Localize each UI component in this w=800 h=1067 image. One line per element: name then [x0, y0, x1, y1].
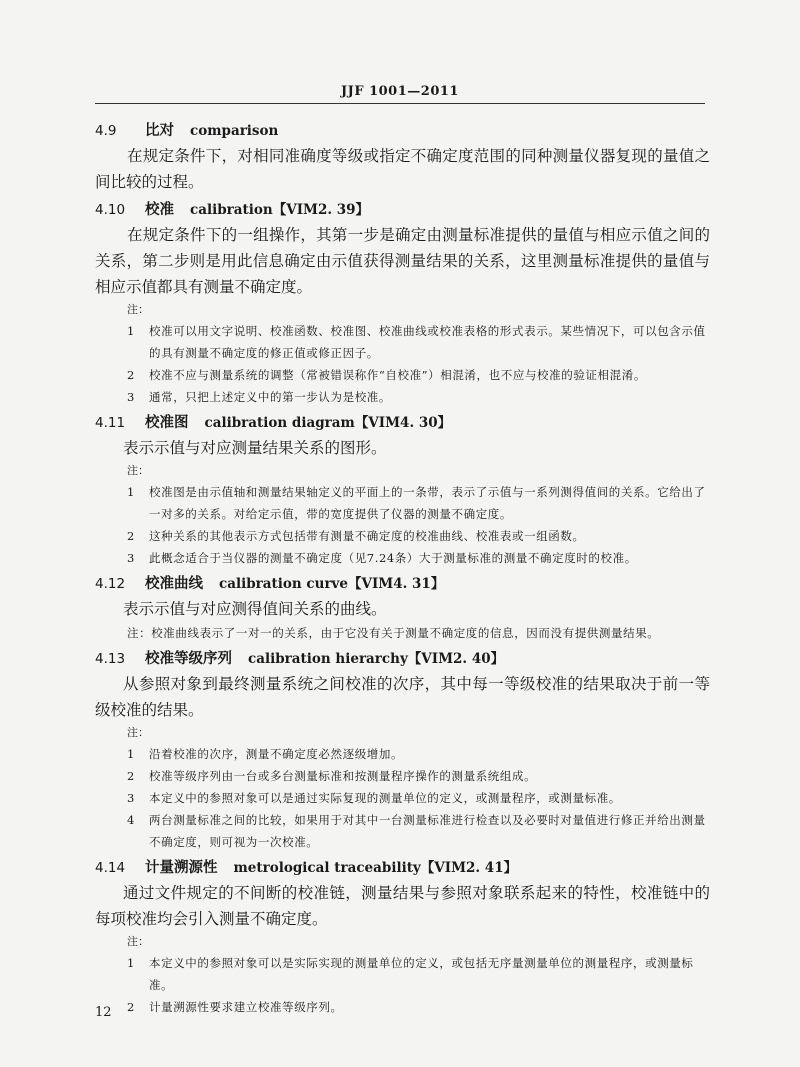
- term-number: 4.11: [95, 415, 126, 431]
- term-number: 4.14: [95, 860, 126, 876]
- term-definition: 从参照对象到最终测量系统之间校准的次序，其中每一等级校准的结果取决于前一等级校准的结果。: [95, 675, 710, 719]
- note-item: [127, 386, 710, 408]
- note-number: 4: [127, 813, 135, 827]
- note-item: [127, 481, 710, 525]
- term-definition: 通过文件规定的不间断的校准链，测量结果与参照对象联系起来的特性，校准链中的每项校准均会引入测量不确定度。: [95, 884, 710, 928]
- note-text: 校准图是由示值轴和测量结果轴定义的平面上的一条带，表示了示值与一系列测得值间的关系。它给出了一对多的关系。对给定示值，带的宽度提供了仪器的测量不确定度。: [149, 485, 706, 521]
- page-number: 12: [95, 1005, 112, 1020]
- term-definition: 在规定条件下，对相同准确度等级或指定不确定度范围的同种测量仪器复现的量值之间比较的过程。: [95, 147, 710, 191]
- term-definition: 在规定条件下的一组操作，其第一步是确定由测量标准提供的量值与相应示值之间的关系，第二步则是用此信息确定由示值获得测量结果的关系，这里测量标准提供的量值与相应示值都具有测量不确定度。: [95, 226, 710, 296]
- note-text: 两台测量标准之间的比较，如果用于对其中一台测量标准进行检查以及必要时对量值进行修正并给出测量不确定度，则可视为一次校准。: [149, 813, 706, 849]
- term-reference: 【VIM2. 39】: [272, 202, 370, 218]
- note-number: 1: [127, 956, 135, 970]
- term-chinese: 校准: [145, 201, 174, 218]
- term-chinese: 校准曲线: [145, 575, 203, 592]
- term-english: calibration hierarchy: [248, 651, 408, 667]
- term-heading: [95, 198, 710, 222]
- header-rule: [95, 103, 705, 104]
- note-text: 校准不应与测量系统的调整（常被错误称作“自校准”）相混淆，也不应与校准的验证相混淆。: [149, 368, 646, 382]
- note-number: 1: [127, 324, 135, 338]
- term-english: comparison: [190, 123, 279, 139]
- term-definition: 表示示值与对应测量结果关系的图形。: [123, 439, 387, 457]
- note-text: 本定义中的参照对象可以是通过实际复现的测量单位的定义，或测量程序，或测量标准。: [149, 791, 621, 805]
- document-header-code: JJF 1001—2011: [341, 84, 459, 99]
- note-text: 计量溯源性要求建立校准等级序列。: [149, 1000, 343, 1014]
- note-item: [127, 320, 710, 364]
- note-item: [127, 547, 710, 569]
- term-number: 4.13: [95, 651, 126, 667]
- term-reference: 【VIM2. 41】: [420, 860, 518, 876]
- note-number: 1: [127, 747, 135, 761]
- note-label: 注：: [127, 464, 149, 477]
- note-number: 2: [127, 368, 135, 382]
- term-english: calibration diagram: [204, 415, 355, 431]
- term-chinese: 校准等级序列: [145, 650, 232, 667]
- term-chinese: 计量溯源性: [145, 859, 218, 876]
- note-text: 沿着校准的次序，测量不确定度必然逐级增加。: [149, 747, 404, 761]
- term-reference: 【VIM4. 31】: [348, 576, 445, 592]
- note-item: [127, 525, 710, 547]
- note-item: [127, 765, 710, 787]
- note-item: [127, 787, 710, 809]
- note-text: 这种关系的其他表示方式包括带有测量不确定度的校准曲线、校准表或一组函数。: [149, 529, 585, 543]
- note-text: 校准可以用文字说明、校准函数、校准图、校准曲线或校准表格的形式表示。某些情况下，可以包含示值的具有测量不确定度的修正值或修正因子。: [149, 324, 706, 360]
- term-chinese: 校准图: [145, 414, 189, 431]
- term-heading: [95, 572, 710, 596]
- term-definition: 表示示值与对应测得值间关系的曲线。: [123, 600, 387, 618]
- term-heading: [95, 119, 710, 143]
- term-heading: [95, 411, 710, 435]
- term-reference: 【VIM2. 40】: [407, 651, 505, 667]
- note-item: [127, 809, 710, 853]
- term-number: 4.9: [95, 123, 117, 139]
- note-number: 2: [127, 1000, 135, 1014]
- term-english: calibration: [190, 202, 273, 218]
- note-text: 此概念适合于当仪器的测量不确定度（见7.24条）大于测量标准的测量不确定度时的校准。: [149, 551, 637, 565]
- term-heading: [95, 647, 710, 671]
- term-english: metrological traceability: [233, 860, 421, 876]
- note-item: [127, 743, 710, 765]
- note-inline: 注：校准曲线表示了一对一的关系，由于它没有关于测量不确定度的信息，因而没有提供测量结果。: [127, 626, 660, 640]
- term-heading: [95, 856, 710, 880]
- note-label: 注：: [127, 726, 149, 739]
- note-number: 1: [127, 485, 135, 499]
- term-english: calibration curve: [219, 576, 348, 592]
- term-number: 4.10: [95, 202, 126, 218]
- document-body: [95, 116, 710, 1018]
- note-label: 注：: [127, 303, 149, 316]
- note-number: 3: [127, 551, 135, 565]
- term-reference: 【VIM4. 30】: [354, 415, 452, 431]
- note-item: [127, 952, 710, 996]
- note-number: 3: [127, 390, 135, 404]
- term-number: 4.12: [95, 576, 126, 592]
- term-chinese: 比对: [145, 122, 174, 139]
- note-number: 2: [127, 529, 135, 543]
- note-item: [127, 996, 710, 1018]
- note-item: [127, 364, 710, 386]
- note-text: 本定义中的参照对象可以是实际实现的测量单位的定义，或包括无序量测量单位的测量程序，或测量标准。: [149, 956, 694, 992]
- note-number: 3: [127, 791, 135, 805]
- note-text: 通常，只把上述定义中的第一步认为是校准。: [149, 390, 391, 404]
- note-text: 校准等级序列由一台或多台测量标准和按测量程序操作的测量系统组成。: [149, 769, 537, 783]
- note-number: 2: [127, 769, 135, 783]
- note-label: 注：: [127, 935, 149, 948]
